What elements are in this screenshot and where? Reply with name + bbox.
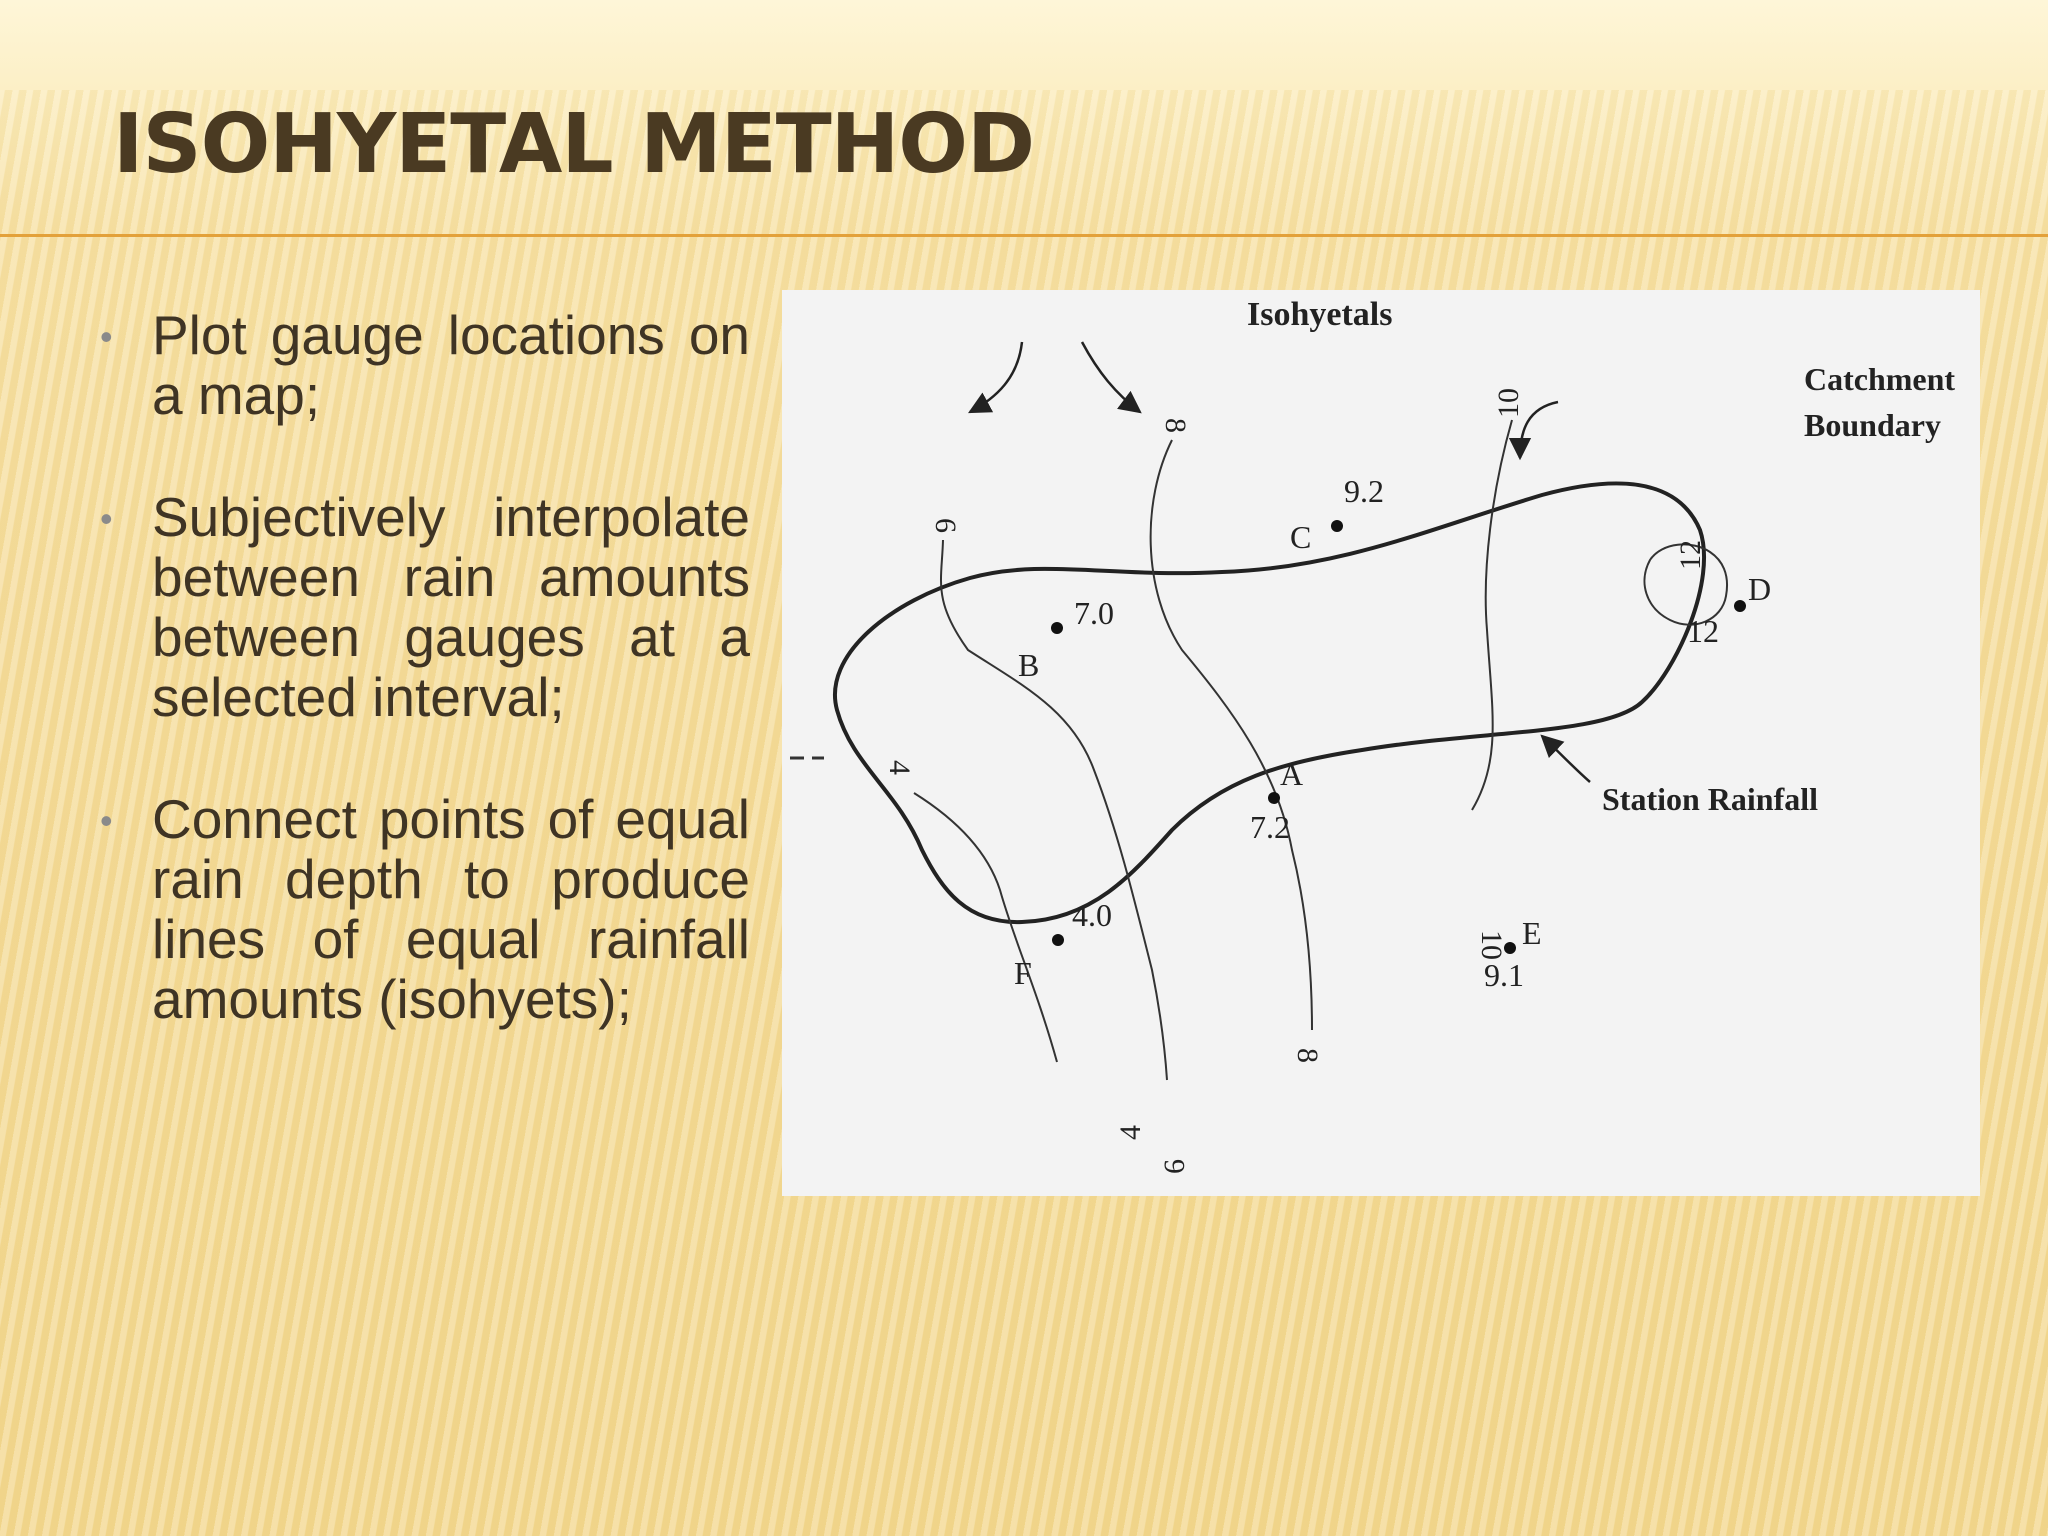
station-rainfall-arrow — [1542, 736, 1590, 782]
station-value: 12 — [1687, 613, 1719, 649]
station-value: 9.1 — [1484, 957, 1524, 993]
station-dot — [1052, 934, 1064, 946]
station-letter: B — [1018, 647, 1040, 683]
station-value: 7.2 — [1250, 809, 1290, 845]
station-value: 4.0 — [1072, 897, 1112, 933]
station-C — [1290, 473, 1384, 555]
station-letter: E — [1522, 915, 1542, 951]
isohyet-line-4 — [914, 793, 1057, 1062]
catchment-boundary — [835, 483, 1704, 922]
station-dot — [1051, 622, 1063, 634]
isohyetal-map — [782, 290, 1980, 1196]
bullet-text: Connect points of equal rain depth to produce lines of equal rainfall amounts (isohyets); — [152, 788, 750, 1030]
slide-title: ISOHYETAL METHOD — [113, 97, 1035, 192]
station-rainfall-label: Station Rainfall — [1602, 781, 1819, 817]
station-dot — [1331, 520, 1343, 532]
isohyet-label-10-bottom: 10 — [1475, 930, 1508, 960]
isohyet-label-12: 12 — [1674, 540, 1707, 570]
isohyetal-diagram — [782, 290, 1980, 1196]
bullet-dot-icon: • — [100, 498, 113, 539]
bullet-list — [100, 305, 750, 1091]
station-letter: F — [1014, 955, 1032, 991]
station-letter: D — [1748, 571, 1772, 607]
isohyet-label-8-bottom: 8 — [1291, 1048, 1324, 1063]
isohyet-label-6-top: 6 — [929, 518, 962, 533]
isohyet-line-8 — [1151, 440, 1312, 1030]
isohyet-label-6-bottom: 6 — [1158, 1159, 1191, 1174]
station-value: 9.2 — [1344, 473, 1384, 509]
top-band — [0, 0, 2048, 90]
bullet-dot-icon: • — [100, 316, 113, 357]
station-letter: A — [1280, 756, 1304, 792]
isohyetal-arrow-right — [1082, 342, 1140, 412]
bullet-text: Subjectively interpolate between rain amounts between gauges at a selected interval; — [152, 486, 750, 728]
station-value: 7.0 — [1074, 595, 1114, 631]
isohyetal-arrow-left — [970, 342, 1022, 412]
bullet-item — [100, 487, 750, 727]
isohyetals-label: Isohyetals — [1247, 296, 1393, 333]
isohyet-label-8-top: 8 — [1159, 418, 1192, 433]
station-F — [1014, 897, 1112, 991]
isohyet-label-10-top: 10 — [1492, 388, 1525, 418]
bullet-item — [100, 789, 750, 1029]
title-divider — [0, 234, 2048, 237]
isohyet-label-4-bottom: 4 — [1114, 1125, 1147, 1140]
isohyet-line-6 — [941, 540, 1167, 1080]
bullet-item — [100, 305, 750, 425]
bullet-text: Plot gauge locations on a map; — [152, 304, 750, 426]
bullet-dot-icon: • — [100, 800, 113, 841]
station-letter: C — [1290, 519, 1312, 555]
isohyet-label-4-top: 4 — [883, 760, 916, 775]
catchment-arrow — [1520, 402, 1558, 458]
station-dot — [1268, 792, 1280, 804]
station-dot — [1734, 600, 1746, 612]
isohyet-line-10 — [1472, 420, 1512, 810]
catchment-label: Catchment — [1804, 361, 1956, 397]
station-B — [1018, 595, 1114, 683]
boundary-label: Boundary — [1804, 407, 1941, 443]
station-D — [1687, 571, 1771, 649]
